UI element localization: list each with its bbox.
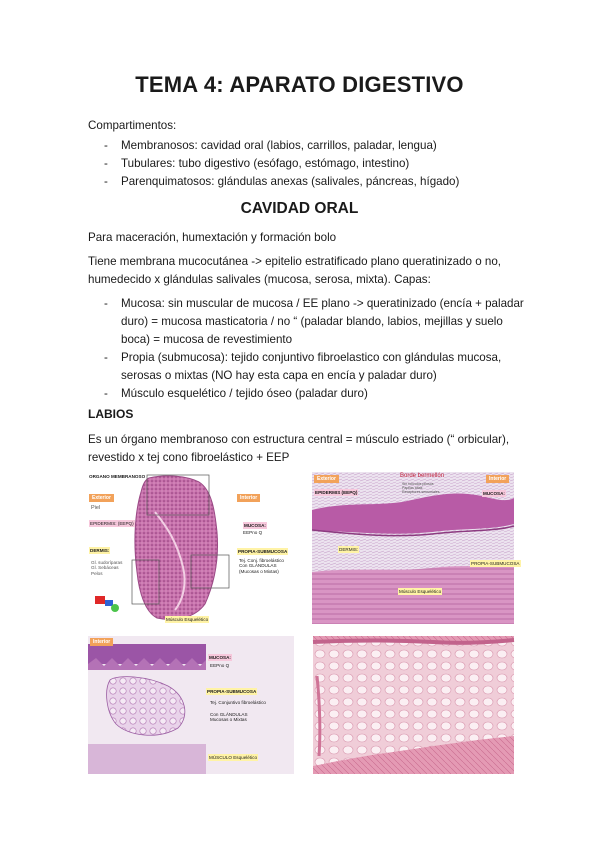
epidermis-label: EPIDERMIS: (EEPQ) (90, 521, 134, 526)
subsection-title: LABIOS (88, 407, 134, 421)
dermis-items: Gl. sudoríparas Gl. Sebáceas Pelos (91, 560, 123, 576)
interior-tag: Interior (90, 638, 113, 646)
mucosa-label: MUCOSA: (483, 491, 505, 496)
compartments-list (88, 137, 528, 191)
mucosa-label: MUCOSA: (209, 655, 231, 660)
propia-label: PROPIA-SUBMUCOSA (471, 561, 520, 566)
musculo-label: Músculo Esquelético (399, 589, 442, 594)
propia-sub-1: Tej. Conjuntivo fibroelástico (210, 700, 266, 705)
borde-label: Borde bermellón (400, 473, 445, 479)
borde-sub: Sin folículos pilosos Papilas altas Receptores sensoriales (402, 482, 440, 495)
figure-histology-detail (313, 636, 514, 774)
list-item: - Propia (submucosa): tejido conjuntivo fibroelastico con glándulas mucosa, serosas o mixtas (NO hay esta capa en encía y paladar duro) (88, 349, 528, 385)
mucosa-label: MUCOSA: (244, 523, 266, 528)
propia-label: PROPIA-SUBMUCOSA (207, 689, 257, 694)
list-item: - Mucosa: sin muscular de mucosa / EE plano -> queratinizado (encía + paladar duro) = mucosa masticatoria / no “ (paladar blando, labios, mejillas y suelo boca) = mucosa de revestimiento (88, 295, 528, 349)
intro-text: Compartimentos: (88, 119, 177, 132)
exterior-tag: Exterior (89, 494, 114, 502)
interior-tag: Interior (486, 475, 509, 483)
list-item: - Membranosos: cavidad oral (labios, carrillos, paladar, lengua) (88, 137, 528, 155)
labios-paragraph: Es un órgano membranoso con estructura central = músculo estriado (“ orbicular), revestido x tej cono fibroelástico + EEP (88, 433, 510, 464)
exterior-tag: Exterior (314, 475, 339, 483)
propia-sub: Tej. Conj. fibroelástico Con GLÁNDULAS (Mucosas o Mixtas) (239, 558, 284, 574)
figure-borde-bermellon (312, 472, 520, 624)
list-item: - Tubulares: tubo digestivo (esófago, estómago, intestino) (88, 155, 528, 173)
layers-list (88, 295, 528, 403)
figure-mucosa-interior (88, 636, 294, 774)
mucosa-sub: EEPno Q (243, 530, 263, 535)
list-item: - Parenquimatosos: glándulas anexas (salivales, páncreas, hígado) (88, 173, 528, 191)
musculo-label: MÚSCULO Esquelético (209, 755, 257, 760)
dermis-label: DERMIS: (90, 548, 110, 553)
mucosa-sub: EEPno Q (210, 663, 230, 668)
figure-organo-membranoso (87, 472, 295, 624)
dermis-label: DERMIS: (339, 547, 359, 552)
section-title: CAVIDAD ORAL (240, 200, 359, 217)
section-paragraph-1: Para maceración, humextación y formación bolo (88, 231, 337, 244)
epidermis-label: EPIDERMIS (EEPQ) (315, 490, 358, 495)
figure-title: ORGANO MEMBRANOSO (89, 474, 146, 479)
list-item: - Músculo esquelético / tejido óseo (paladar duro) (88, 385, 528, 403)
propia-label: PROPIA-SUBMUCOSA (238, 549, 288, 554)
section-paragraph-2: Tiene membrana mucocutánea -> epitelio estratificado plano queratinizado o no, humedecido x glándulas salivales (mucosa, serosa, mixta). Capas: (88, 255, 502, 286)
interior-tag: Interior (237, 494, 260, 502)
histology-detail (313, 636, 514, 774)
propia-sub-2: Con GLÁNDULAS Mucosas o Mixtas (210, 712, 248, 723)
piel-label: Piel (91, 505, 101, 511)
musculo-label: Músculo Esquelético (166, 617, 209, 622)
page-title: TEMA 4: APARATO DIGESTIVO (135, 72, 464, 97)
